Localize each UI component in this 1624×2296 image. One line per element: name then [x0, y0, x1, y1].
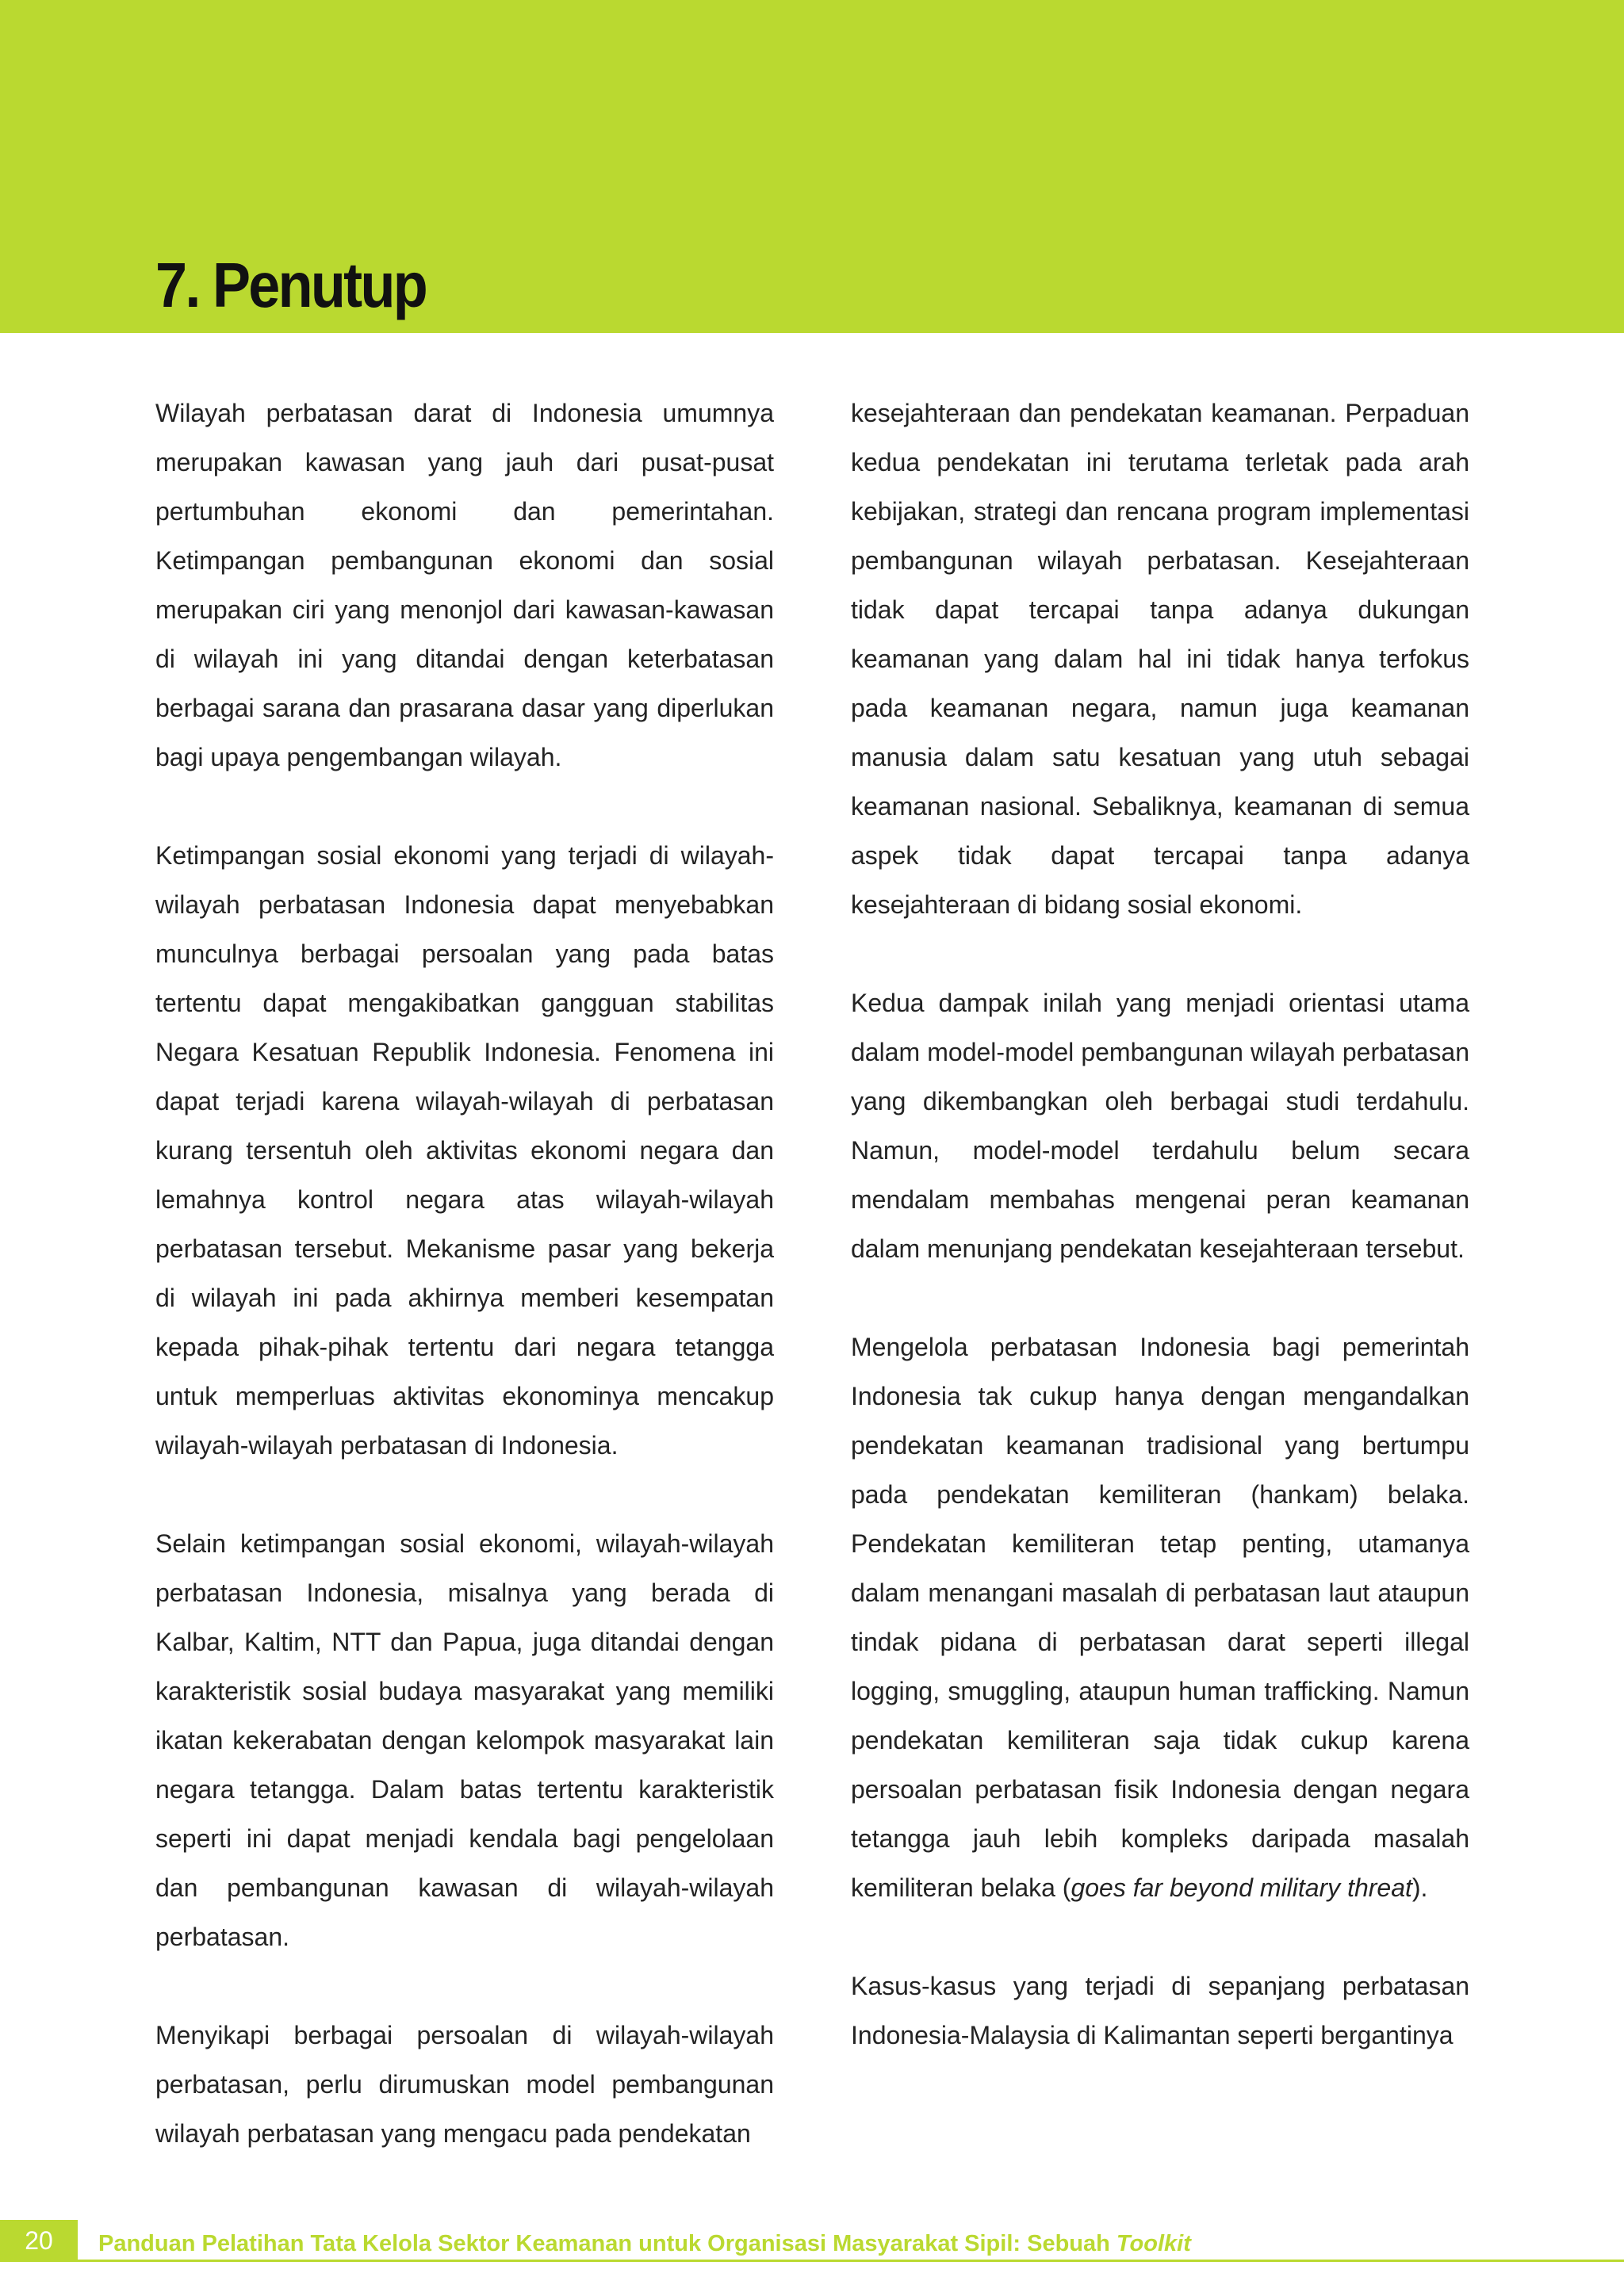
footer-title-text: Panduan Pelatihan Tata Kelola Sektor Keamanan untuk Organisasi Masyarakat Sipil: Sebuah [98, 2231, 1116, 2256]
paragraph: Wilayah perbatasan darat di Indonesia umumnya merupakan kawasan yang jauh dari pusat-pusat pertumbuhan ekonomi dan pemerintahan. Ketimpangan pembangunan ekonomi dan sosial merupakan ciri yang menonjol dari kawasan-kawasan di wilayah ini yang ditandai dengan keterbatasan berbagai sarana dan prasarana dasar yang diperlukan bagi upaya pengembangan wilayah. [155, 399, 774, 771]
page-number: 20 [0, 2220, 78, 2262]
paragraph: Menyikapi berbagai persoalan di wilayah-wilayah perbatasan, perlu dirumuskan model pembangunan wilayah perbatasan yang mengacu pada pendekatan [155, 2021, 774, 2148]
left-column [155, 388, 774, 2158]
paragraph: Kedua dampak inilah yang menjadi orientasi utama dalam model-model pembangunan wilayah perbatasan yang dikembangkan oleh berbagai studi terdahulu. Namun, model-model terdahulu belum secara mendalam membahas mengenai peran keamanan dalam menunjang pendekatan kesejahteraan tersebut. [851, 989, 1469, 1263]
paragraph-military [851, 1322, 1469, 1912]
paragraph-text-end: ). [1411, 1873, 1428, 1902]
footer-rule [78, 2260, 1624, 2262]
paragraph: Kasus-kasus yang terjadi di sepanjang perbatasan Indonesia-Malaysia di Kalimantan seperti bergantinya [851, 1972, 1469, 2049]
paragraph: kesejahteraan dan pendekatan keamanan. Perpaduan kedua pendekatan ini terutama terletak pada arah kebijakan, strategi dan rencana program implementasi pembangunan wilayah perbatasan. Kesejahteraan tidak dapat tercapai tanpa adanya dukungan keamanan yang dalam hal ini tidak hanya terfokus pada keamanan negara, namun juga keamanan manusia dalam satu kesatuan yang utuh sebagai keamanan nasional. Sebaliknya, keamanan di semua aspek tidak dapat tercapai tanpa adanya kesejahteraan di bidang sosial ekonomi. [851, 399, 1469, 919]
running-footer-title [98, 2228, 1191, 2260]
italic-phrase: goes far beyond military threat [1071, 1873, 1412, 1902]
right-column [851, 388, 1469, 2060]
paragraph: Selain ketimpangan sosial ekonomi, wilayah-wilayah perbatasan Indonesia, misalnya yang berada di Kalbar, Kaltim, NTT dan Papua, juga ditandai dengan karakteristik sosial budaya masyarakat yang memiliki ikatan kekerabatan dengan kelompok masyarakat lain negara tetangga. Dalam batas tertentu karakteristik seperti ini dapat menjadi kendala bagi pengelolaan dan pembangunan kawasan di wilayah-wilayah perbatasan. [155, 1529, 774, 1951]
paragraph-text: Mengelola perbatasan Indonesia bagi pemerintah Indonesia tak cukup hanya dengan mengandalkan pendekatan keamanan tradisional yang bertumpu pada pendekatan kemiliteran (hankam) belaka. Pendekatan kemiliteran tetap penting, utamanya dalam menangani masalah di perbatasan laut ataupun tindak pidana di perbatasan darat seperti illegal logging, smuggling, ataupun human trafficking. Namun pendekatan kemiliteran saja tidak cukup karena persoalan perbatasan fisik Indonesia dengan negara tetangga jauh lebih kompleks daripada masalah kemiliteran belaka ( [851, 1333, 1469, 1902]
paragraph: Ketimpangan sosial ekonomi yang terjadi di wilayah-wilayah perbatasan Indonesia dapat menyebabkan munculnya berbagai persoalan yang pada batas tertentu dapat mengakibatkan gangguan stabilitas Negara Kesatuan Republik Indonesia. Fenomena ini dapat terjadi karena wilayah-wilayah di perbatasan kurang tersentuh oleh aktivitas ekonomi negara dan lemahnya kontrol negara atas wilayah-wilayah perbatasan tersebut. Mekanisme pasar yang bekerja di wilayah ini pada akhirnya memberi kesempatan kepada pihak-pihak tertentu dari negara tetangga untuk memperluas aktivitas ekonominya mencakup wilayah-wilayah perbatasan di Indonesia. [155, 841, 774, 1460]
footer-title-italic: Toolkit [1116, 2231, 1191, 2256]
chapter-title: 7. Penutup [155, 250, 427, 320]
